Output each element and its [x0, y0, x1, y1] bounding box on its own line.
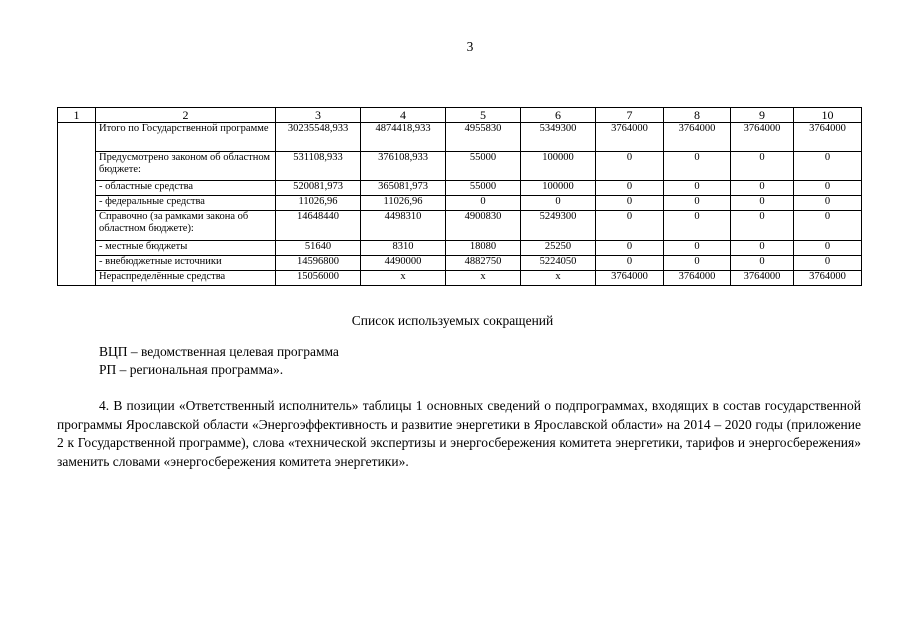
table-cell: 3764000: [596, 123, 664, 152]
table-cell: 11026,96: [361, 196, 446, 211]
table-cell: 0: [731, 181, 794, 196]
table-cell: 30235548,933: [276, 123, 361, 152]
table-cell: 3764000: [794, 271, 862, 286]
table-cell: 3764000: [596, 271, 664, 286]
row-label: - местные бюджеты: [96, 241, 276, 256]
table-cell: 51640: [276, 241, 361, 256]
column-header: 6: [521, 108, 596, 123]
table-cell: 0: [731, 211, 794, 241]
column-header: 1: [58, 108, 96, 123]
table-row: [58, 211, 862, 241]
table-cell: 0: [664, 196, 731, 211]
table-cell: 0: [794, 181, 862, 196]
table-cell: 0: [731, 196, 794, 211]
column-header: 8: [664, 108, 731, 123]
table-cell: 100000: [521, 181, 596, 196]
table-cell: 0: [596, 152, 664, 181]
row-label: - федеральные средства: [96, 196, 276, 211]
table-cell: 365081,973: [361, 181, 446, 196]
row-label: - областные средства: [96, 181, 276, 196]
abbreviation-item: ВЦП – ведомственная целевая программа: [99, 344, 339, 359]
table-cell: 0: [794, 152, 862, 181]
amendment-paragraph: [57, 397, 861, 471]
column-header: 4: [361, 108, 446, 123]
table-cell-empty: [58, 211, 96, 241]
table-cell: 0: [664, 256, 731, 271]
table-cell-empty: [58, 256, 96, 271]
page-number: 3: [466, 39, 474, 54]
table-cell: 55000: [446, 152, 521, 181]
abbreviations-title: Список используемых сокращений: [351, 313, 554, 328]
row-label: Итого по Государственной программе: [96, 123, 276, 152]
table-cell-empty: [58, 196, 96, 211]
table-cell: 531108,933: [276, 152, 361, 181]
column-header: 7: [596, 108, 664, 123]
table-cell: 15056000: [276, 271, 361, 286]
table-cell: 0: [794, 211, 862, 241]
column-header: 2: [96, 108, 276, 123]
table-cell: 4900830: [446, 211, 521, 241]
table-cell: 0: [794, 241, 862, 256]
table-cell: 5224050: [521, 256, 596, 271]
table-cell: 4874418,933: [361, 123, 446, 152]
table-cell: 8310: [361, 241, 446, 256]
table-cell: 520081,973: [276, 181, 361, 196]
table-row: [58, 196, 862, 211]
table-cell: 3764000: [664, 271, 731, 286]
table-cell: 0: [794, 256, 862, 271]
table-cell: 0: [731, 256, 794, 271]
column-header: 5: [446, 108, 521, 123]
table-row: [58, 256, 862, 271]
table-cell: 18080: [446, 241, 521, 256]
table-cell: 25250: [521, 241, 596, 256]
row-label: Справочно (за рамками закона об областном бюджете):: [96, 211, 276, 241]
table-cell: 3764000: [664, 123, 731, 152]
table-header-row: [58, 108, 862, 123]
table-cell: 5349300: [521, 123, 596, 152]
table-cell: 0: [596, 211, 664, 241]
table-cell: 55000: [446, 181, 521, 196]
table-cell: 376108,933: [361, 152, 446, 181]
table-cell: 100000: [521, 152, 596, 181]
table-cell: х: [521, 271, 596, 286]
column-header: 10: [794, 108, 862, 123]
column-header: 9: [731, 108, 794, 123]
row-label: Нераспределённые средства: [96, 271, 276, 286]
abbreviation-item: РП – региональная программа».: [99, 362, 284, 377]
table-cell: 4490000: [361, 256, 446, 271]
table-cell: 0: [446, 196, 521, 211]
table-cell: 0: [596, 241, 664, 256]
table-cell: 0: [596, 256, 664, 271]
table-row: [58, 241, 862, 256]
table-cell-empty: [58, 123, 96, 152]
table-cell-empty: [58, 181, 96, 196]
table-cell: 14596800: [276, 256, 361, 271]
table-cell: 3764000: [794, 123, 862, 152]
table-cell: 0: [664, 152, 731, 181]
table-cell: 11026,96: [276, 196, 361, 211]
table-cell: 3764000: [731, 271, 794, 286]
table-cell-empty: [58, 271, 96, 286]
row-label: - внебюджетные источники: [96, 256, 276, 271]
table-cell: 0: [664, 241, 731, 256]
table-cell: 0: [521, 196, 596, 211]
table-cell: 4498310: [361, 211, 446, 241]
column-header: 3: [276, 108, 361, 123]
budget-table: [57, 107, 862, 286]
table-cell-empty: [58, 241, 96, 256]
table-cell: х: [361, 271, 446, 286]
table-cell: 0: [596, 181, 664, 196]
table-row: [58, 271, 862, 286]
table-cell: 0: [794, 196, 862, 211]
table-cell: 0: [664, 181, 731, 196]
table-cell: 5249300: [521, 211, 596, 241]
table-row: [58, 123, 862, 152]
table-row: [58, 152, 862, 181]
table-cell: х: [446, 271, 521, 286]
table-row: [58, 181, 862, 196]
table-cell: 0: [731, 152, 794, 181]
table-cell: 0: [731, 241, 794, 256]
table-cell: 14648440: [276, 211, 361, 241]
amendment-text: 4. В позиции «Ответственный исполнитель» таблицы 1 основных сведений о подпрограммах, входящих в состав государственной программы Ярославской области «Энергоэффективность и развитие энергетики в Ярославской области» на 2014 – 2020 годы (приложение 2 к Государственной программе), слова «технической экспертизы и энергосбережения комитета энергетики, тарифов и энергосбережения» заменить словами «энергосбережения комитета энергетики».: [57, 398, 861, 469]
table-cell: 3764000: [731, 123, 794, 152]
table-cell: 4955830: [446, 123, 521, 152]
table-cell: 0: [664, 211, 731, 241]
table-cell-empty: [58, 152, 96, 181]
row-label: Предусмотрено законом об областном бюджете:: [96, 152, 276, 181]
table-cell: 0: [596, 196, 664, 211]
table-cell: 4882750: [446, 256, 521, 271]
